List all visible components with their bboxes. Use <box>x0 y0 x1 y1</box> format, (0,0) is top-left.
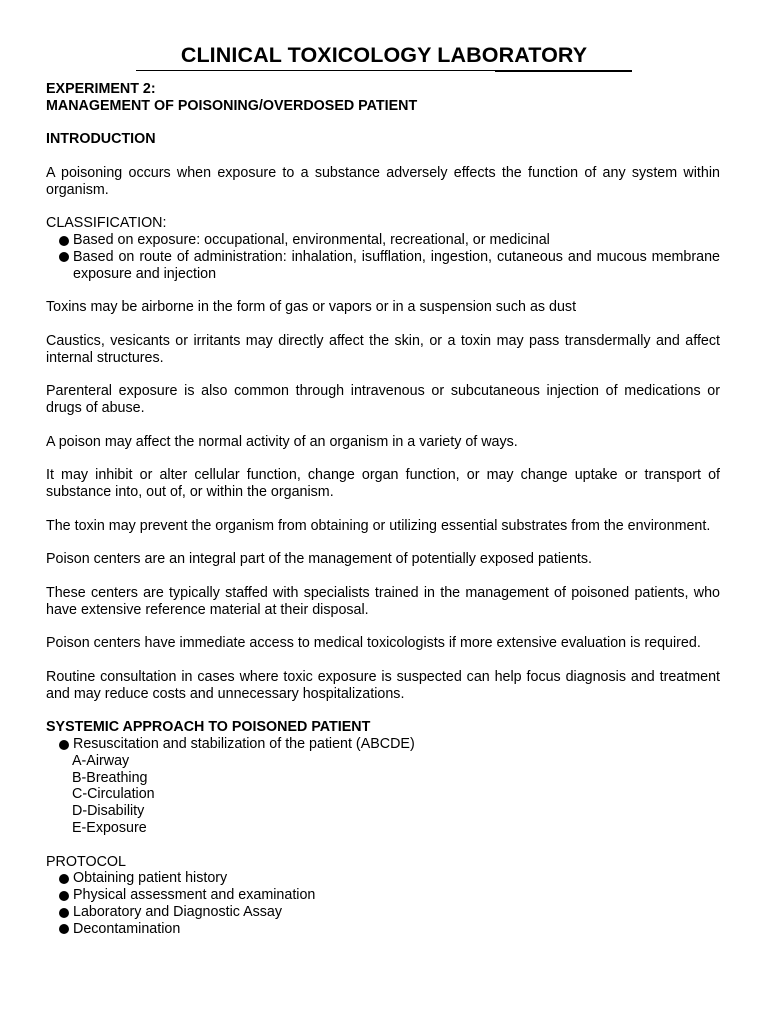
paragraph: A poison may affect the normal activity of an organism in a variety of ways. <box>46 433 518 450</box>
bullet-item <box>46 870 720 887</box>
abcde-item: E-Exposure <box>72 820 147 837</box>
bullet-item <box>46 904 720 921</box>
title-underline-thick <box>495 70 632 72</box>
bullet-icon <box>59 252 69 262</box>
paragraph: Routine consultation in cases where toxic exposure is suspected can help focus diagnosis and treatment and may reduce costs and unnecessary hospitalizations. <box>46 668 720 702</box>
title-block <box>136 42 632 74</box>
paragraph: These centers are typically staffed with specialists trained in the management of poisoned patients, who have extensive reference material at their disposal. <box>46 584 720 618</box>
paragraph: Caustics, vesicants or irritants may directly affect the skin, or a toxin may pass transdermally and affect internal structures. <box>46 332 720 366</box>
intro-paragraph: A poisoning occurs when exposure to a substance adversely effects the function of any system within organism. <box>46 164 720 198</box>
protocol-heading: PROTOCOL <box>46 853 126 870</box>
bullet-icon <box>59 908 69 918</box>
bullet-text: Obtaining patient history <box>73 870 228 887</box>
paragraph: It may inhibit or alter cellular function, change organ function, or may change uptake or transport of substance into, out of, or within the organism. <box>46 467 720 501</box>
introduction-heading: INTRODUCTION <box>46 131 156 148</box>
bullet-text: Physical assessment and examination <box>73 887 316 904</box>
experiment-title: MANAGEMENT OF POISONING/OVERDOSED PATIENT <box>46 97 418 114</box>
bullet-item <box>46 232 720 249</box>
systemic-approach-heading: SYSTEMIC APPROACH TO POISONED PATIENT <box>46 719 371 736</box>
bullet-icon <box>59 891 69 901</box>
abcde-item: A-Airway <box>72 752 130 769</box>
bullet-text: Resuscitation and stabilization of the patient (ABCDE) <box>73 736 415 753</box>
bullet-text: Based on exposure: occupational, environmental, recreational, or medicinal <box>73 232 550 249</box>
bullet-item <box>46 736 720 753</box>
abcde-item: C-Circulation <box>72 786 155 803</box>
experiment-number: EXPERIMENT 2: <box>46 81 156 97</box>
bullet-icon <box>59 236 69 246</box>
bullet-icon <box>59 874 69 884</box>
document-body <box>46 81 720 938</box>
paragraph: Parenteral exposure is also common through intravenous or subcutaneous injection of medications or drugs of abuse. <box>46 383 720 417</box>
bullet-text: Based on route of administration: inhalation, isufflation, ingestion, cutaneous and mucous membrane exposure and injection <box>73 248 720 282</box>
classification-heading: CLASSIFICATION: <box>46 215 167 232</box>
paragraph: Toxins may be airborne in the form of gas or vapors or in a suspension such as dust <box>46 299 577 316</box>
bullet-icon <box>59 740 69 750</box>
paragraph: Poison centers are an integral part of the management of potentially exposed patients. <box>46 551 593 568</box>
bullet-item <box>46 249 720 283</box>
document-title: CLINICAL TOXICOLOGY LABORATORY <box>180 43 588 67</box>
bullet-text: Laboratory and Diagnostic Assay <box>73 904 283 921</box>
bullet-icon <box>59 924 69 934</box>
paragraph: The toxin may prevent the organism from obtaining or utilizing essential substrates from the environment. <box>46 517 711 534</box>
bullet-item <box>46 887 720 904</box>
bullet-text: Decontamination <box>73 920 181 937</box>
bullet-item <box>46 921 720 938</box>
abcde-item: D-Disability <box>72 803 145 820</box>
paragraph: Poison centers have immediate access to medical toxicologists if more extensive evaluation is required. <box>46 635 701 652</box>
abcde-item: B-Breathing <box>72 769 148 786</box>
